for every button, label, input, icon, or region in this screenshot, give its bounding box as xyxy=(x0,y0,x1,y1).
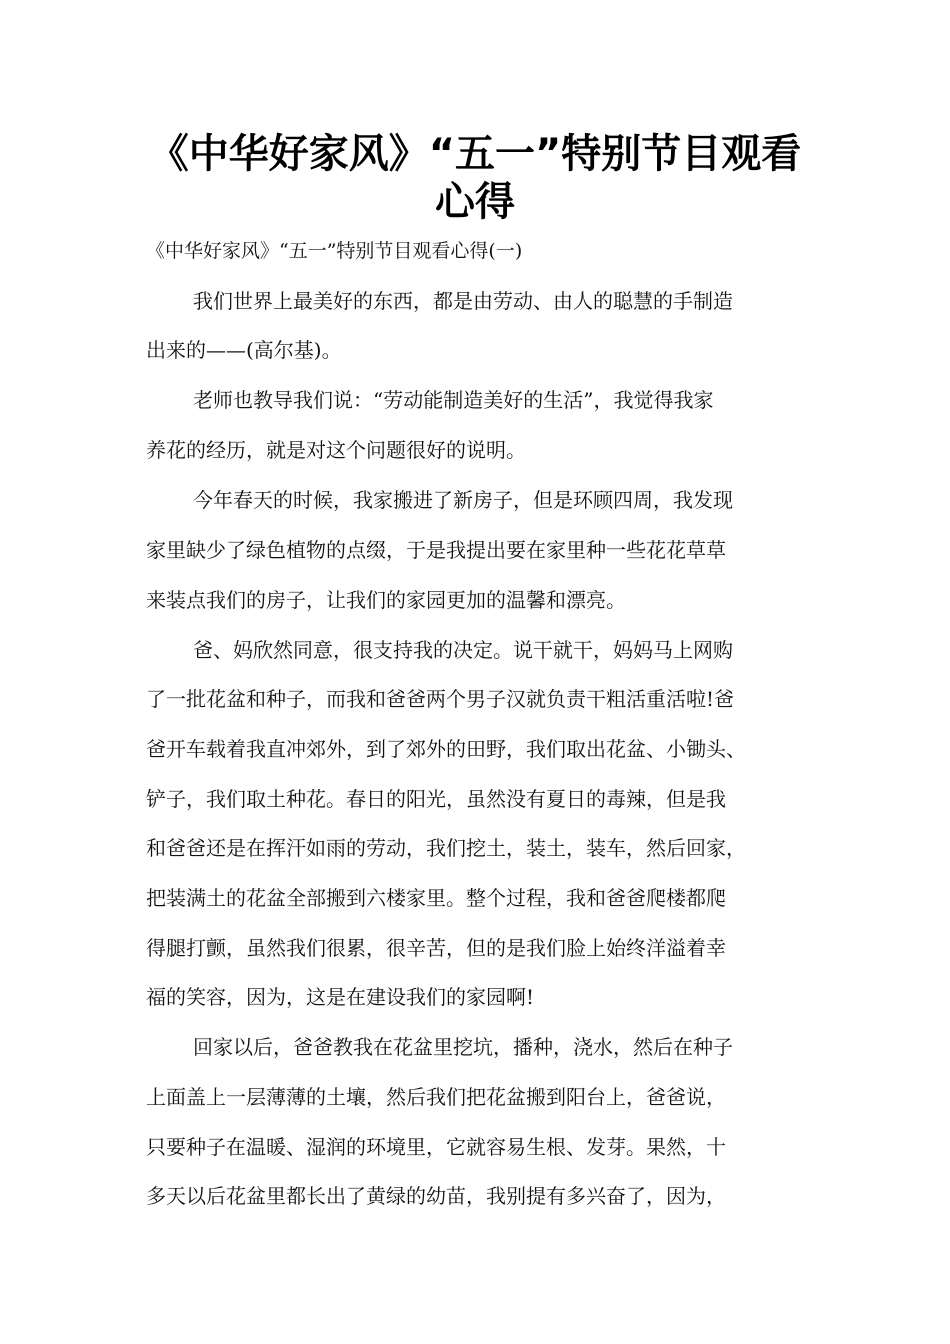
paragraph-line: 出来的——(高尔基)。 xyxy=(146,338,342,362)
paragraph-line: 福的笑容，因为，这是在建设我们的家园啊! xyxy=(146,985,535,1009)
document-subtitle: 《中华好家风》“五一”特别节目观看心得(一) xyxy=(146,240,523,262)
paragraph-line: 来装点我们的房子，让我们的家园更加的温馨和漂亮。 xyxy=(146,588,626,612)
paragraph-line: 多天以后花盆里都长出了黄绿的幼苗，我别提有多兴奋了，因为， xyxy=(146,1184,726,1208)
paragraph-line: 今年春天的时候，我家搬进了新房子，但是环顾四周，我发现 xyxy=(193,488,733,512)
document-title-line-1: 《中华好家风》“五一”特别节目观看 xyxy=(148,131,802,177)
paragraph-line: 和爸爸还是在挥汗如雨的劳动，我们挖土，装土，装车，然后回家， xyxy=(146,836,746,860)
paragraph-line: 了一批花盆和种子，而我和爸爸两个男子汉就负责干粗活重活啦!爸 xyxy=(146,687,735,711)
paragraph-line: 家里缺少了绿色植物的点缀，于是我提出要在家里种一些花花草草 xyxy=(146,538,726,562)
paragraph-line: 爸、妈欣然同意，很支持我的决定。说干就干，妈妈马上网购 xyxy=(193,638,733,662)
paragraph-line: 铲子，我们取土种花。春日的阳光，虽然没有夏日的毒辣，但是我 xyxy=(146,787,726,811)
paragraph-line: 老师也教导我们说：“劳动能制造美好的生活”，我觉得我家 xyxy=(193,388,714,412)
paragraph-line: 我们世界上最美好的东西，都是由劳动、由人的聪慧的手制造 xyxy=(193,289,733,313)
paragraph-line: 上面盖上一层薄薄的土壤，然后我们把花盆搬到阳台上，爸爸说， xyxy=(146,1085,726,1109)
paragraph-line: 只要种子在温暖、湿润的环境里，它就容易生根、发芽。果然，十 xyxy=(146,1135,726,1159)
paragraph-line: 爸开车载着我直冲郊外，到了郊外的田野，我们取出花盆、小锄头、 xyxy=(146,737,746,761)
paragraph-line: 回家以后，爸爸教我在花盆里挖坑，播种，浇水，然后在种子 xyxy=(193,1035,733,1059)
document-title-line-2: 心得 xyxy=(435,179,515,225)
paragraph-line: 把装满土的花盆全部搬到六楼家里。整个过程，我和爸爸爬楼都爬 xyxy=(146,886,726,910)
paragraph-line: 养花的经历，就是对这个问题很好的说明。 xyxy=(146,438,526,462)
paragraph-line: 得腿打颤，虽然我们很累，很辛苦，但的是我们脸上始终洋溢着幸 xyxy=(146,936,726,960)
